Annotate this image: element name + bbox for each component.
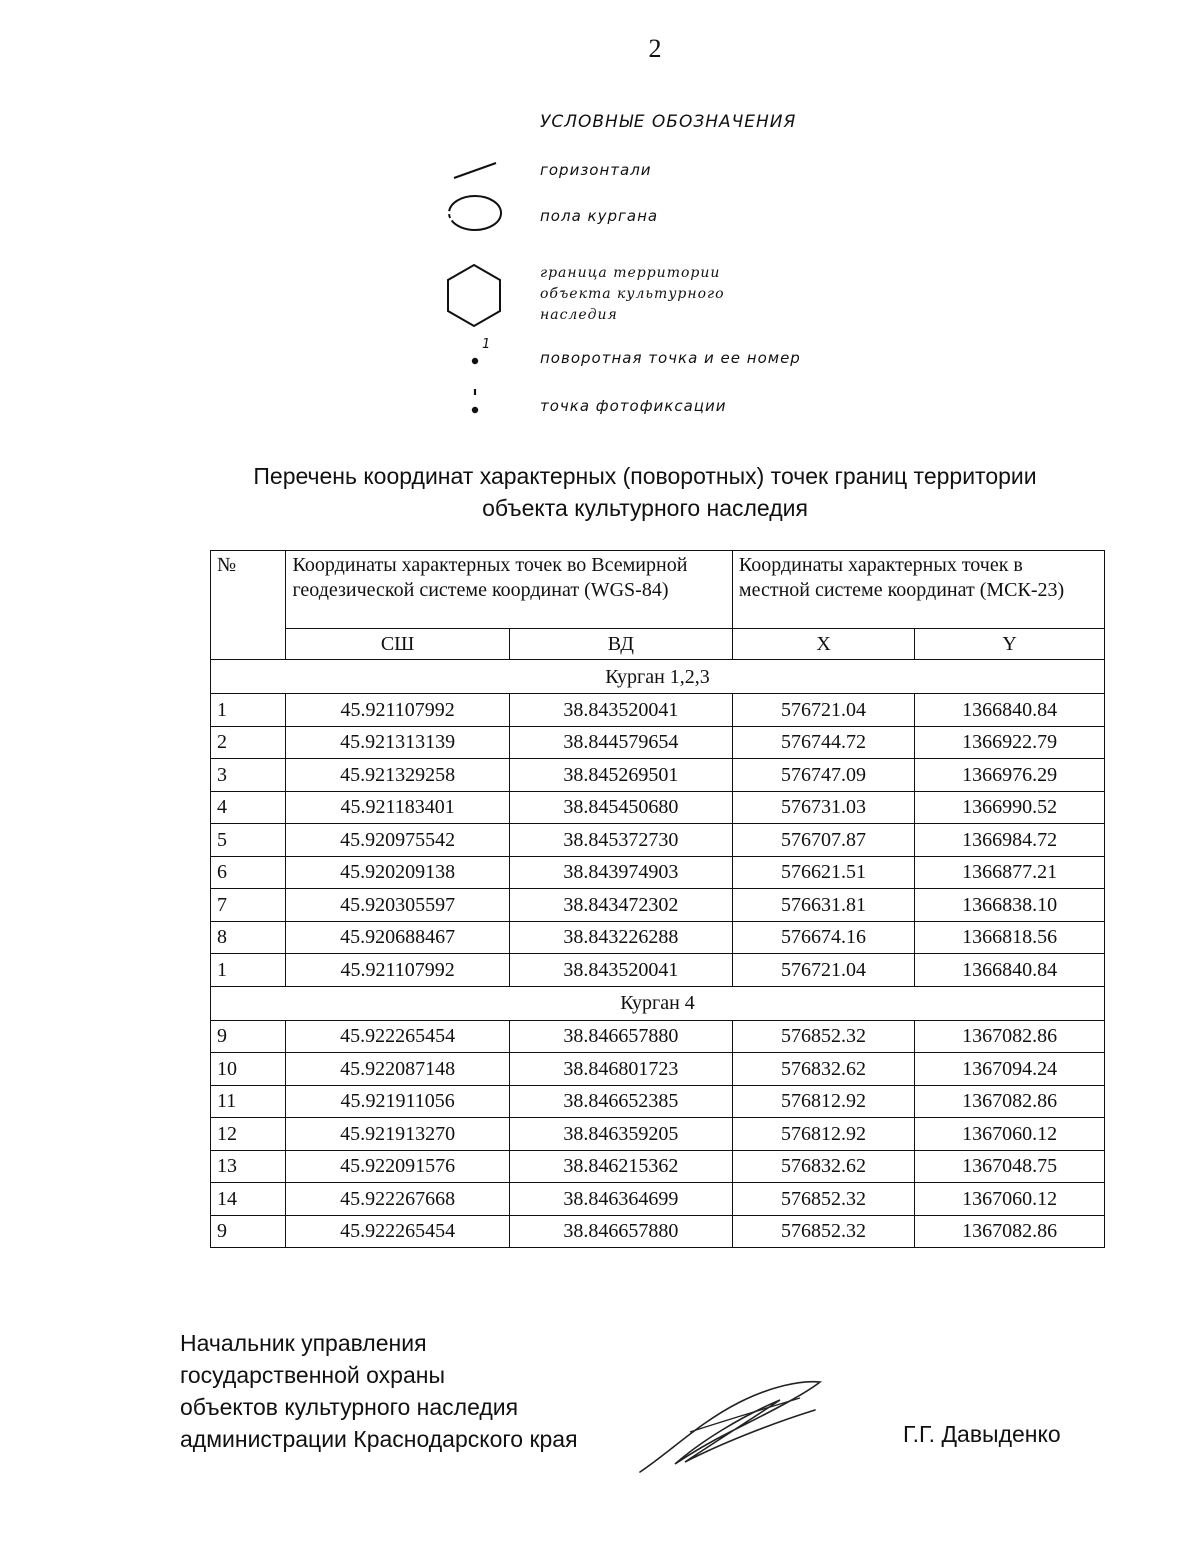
table-row xyxy=(211,1215,1105,1248)
y-cell: 1367082.86 xyxy=(915,1020,1105,1053)
longitude-cell: 38.843472302 xyxy=(509,889,732,922)
longitude-cell: 38.845269501 xyxy=(509,759,732,792)
latitude-cell: 45.921107992 xyxy=(286,694,509,727)
latitude-cell: 45.921911056 xyxy=(286,1085,509,1118)
point-number: 3 xyxy=(211,759,286,792)
heading-line: Перечень координат характерных (поворотных) точек границ территории xyxy=(253,463,1037,489)
x-cell: 576731.03 xyxy=(732,791,914,824)
coordinates-table xyxy=(210,550,1105,1248)
legend-label: пола кургана xyxy=(540,207,659,225)
table-row xyxy=(211,1053,1105,1086)
latitude-cell: 45.921313139 xyxy=(286,726,509,759)
mound-edge-icon xyxy=(440,194,510,264)
heading-line: объекта культурного наследия xyxy=(482,495,808,521)
latitude-cell: 45.922265454 xyxy=(286,1215,509,1248)
longitude-cell: 38.846364699 xyxy=(509,1183,732,1216)
latitude-cell: 45.920209138 xyxy=(286,856,509,889)
table-row xyxy=(211,791,1105,824)
y-cell: 1366877.21 xyxy=(915,856,1105,889)
longitude-cell: 38.845372730 xyxy=(509,824,732,857)
longitude-cell: 38.843520041 xyxy=(509,694,732,727)
table-row xyxy=(211,1020,1105,1053)
x-cell: 576852.32 xyxy=(732,1215,914,1248)
point-number: 4 xyxy=(211,791,286,824)
y-cell: 1366922.79 xyxy=(915,726,1105,759)
table-row xyxy=(211,856,1105,889)
point-number: 9 xyxy=(211,1215,286,1248)
latitude-cell: 45.920688467 xyxy=(286,921,509,954)
longitude-cell: 38.843226288 xyxy=(509,921,732,954)
longitude-cell: 38.846801723 xyxy=(509,1053,732,1086)
table-row xyxy=(211,954,1105,987)
latitude-cell: 45.920975542 xyxy=(286,824,509,857)
handwritten-signature xyxy=(630,1372,830,1482)
photo-point-icon xyxy=(440,386,510,456)
legend-label xyxy=(540,263,725,326)
signature-block xyxy=(180,1327,578,1455)
table-row xyxy=(211,1118,1105,1151)
latitude-cell: 45.921107992 xyxy=(286,954,509,987)
latitude-cell: 45.922265454 xyxy=(286,1020,509,1053)
signer-position-line: объектов культурного наследия xyxy=(180,1394,519,1420)
longitude-cell: 38.846215362 xyxy=(509,1150,732,1183)
legend-label-line: объекта культурного xyxy=(540,286,725,302)
y-cell: 1367060.12 xyxy=(915,1183,1105,1216)
longitude-cell: 38.846657880 xyxy=(509,1020,732,1053)
table-row xyxy=(211,921,1105,954)
latitude-cell: 45.922267668 xyxy=(286,1183,509,1216)
signer-position-line: государственной охраны xyxy=(180,1362,445,1388)
boundary-hexagon-icon xyxy=(440,263,510,333)
x-cell: 576812.92 xyxy=(732,1118,914,1151)
x-cell: 576812.92 xyxy=(732,1085,914,1118)
longitude-cell: 38.844579654 xyxy=(509,726,732,759)
table-body xyxy=(211,660,1105,1248)
y-cell: 1367082.86 xyxy=(915,1085,1105,1118)
table-row xyxy=(211,824,1105,857)
table-row xyxy=(211,726,1105,759)
legend-label: поворотная точка и ее номер xyxy=(540,349,801,367)
table-subheader-row xyxy=(211,629,1105,660)
signer-position-line: Начальник управления xyxy=(180,1330,427,1356)
y-cell: 1367048.75 xyxy=(915,1150,1105,1183)
point-number: 2 xyxy=(211,726,286,759)
point-number: 8 xyxy=(211,921,286,954)
latitude-cell: 45.920305597 xyxy=(286,889,509,922)
point-number: 9 xyxy=(211,1020,286,1053)
point-number: 5 xyxy=(211,824,286,857)
turning-point-number: 1 xyxy=(482,337,491,352)
document-heading xyxy=(150,460,1140,524)
signer-name: Г.Г. Давыденко xyxy=(903,1421,1061,1447)
y-cell: 1367094.24 xyxy=(915,1053,1105,1086)
point-number: 10 xyxy=(211,1053,286,1086)
x-cell: 576832.62 xyxy=(732,1150,914,1183)
y-cell: 1366840.84 xyxy=(915,694,1105,727)
x-cell: 576674.16 xyxy=(732,921,914,954)
header-latitude: СШ xyxy=(286,629,509,660)
x-cell: 576631.81 xyxy=(732,889,914,922)
y-cell: 1367060.12 xyxy=(915,1118,1105,1151)
table-row xyxy=(211,1085,1105,1118)
y-cell: 1366838.10 xyxy=(915,889,1105,922)
point-number: 12 xyxy=(211,1118,286,1151)
x-cell: 576852.32 xyxy=(732,1020,914,1053)
latitude-cell: 45.922087148 xyxy=(286,1053,509,1086)
latitude-cell: 45.922091576 xyxy=(286,1150,509,1183)
point-number: 14 xyxy=(211,1183,286,1216)
legend-label-line: граница территории xyxy=(540,265,721,281)
x-cell: 576832.62 xyxy=(732,1053,914,1086)
x-cell: 576744.72 xyxy=(732,726,914,759)
longitude-cell: 38.843520041 xyxy=(509,954,732,987)
y-cell: 1366818.56 xyxy=(915,921,1105,954)
legend-label: горизонтали xyxy=(540,161,652,179)
header-x: X xyxy=(732,629,914,660)
legend-label-line: наследия xyxy=(540,307,618,323)
x-cell: 576707.87 xyxy=(732,824,914,857)
page-number: 2 xyxy=(648,34,662,63)
y-cell: 1366990.52 xyxy=(915,791,1105,824)
longitude-cell: 38.846657880 xyxy=(509,1215,732,1248)
table-header-row xyxy=(211,551,1105,629)
x-cell: 576852.32 xyxy=(732,1183,914,1216)
point-number: 13 xyxy=(211,1150,286,1183)
point-number: 11 xyxy=(211,1085,286,1118)
group-row xyxy=(211,986,1105,1020)
header-wgs84: Координаты характерных точек во Всемирной геодезической системе координат (WGS-84) xyxy=(286,551,732,629)
header-msk23: Координаты характерных точек в местной системе координат (МСК-23) xyxy=(732,551,1104,629)
point-number: 1 xyxy=(211,694,286,727)
table-row xyxy=(211,694,1105,727)
table-row xyxy=(211,1183,1105,1216)
header-number: № xyxy=(211,551,286,660)
x-cell: 576747.09 xyxy=(732,759,914,792)
x-cell: 576721.04 xyxy=(732,954,914,987)
group-title: Курган 1,2,3 xyxy=(211,660,1105,694)
header-y: Y xyxy=(915,629,1105,660)
latitude-cell: 45.921913270 xyxy=(286,1118,509,1151)
y-cell: 1366984.72 xyxy=(915,824,1105,857)
longitude-cell: 38.843974903 xyxy=(509,856,732,889)
x-cell: 576721.04 xyxy=(732,694,914,727)
y-cell: 1366976.29 xyxy=(915,759,1105,792)
legend-label: точка фотофиксации xyxy=(540,397,727,415)
y-cell: 1367082.86 xyxy=(915,1215,1105,1248)
point-number: 6 xyxy=(211,856,286,889)
table-row xyxy=(211,759,1105,792)
legend-title: УСЛОВНЫЕ ОБОЗНАЧЕНИЯ xyxy=(540,112,797,132)
signer-position-line: администрации Краснодарского края xyxy=(180,1426,578,1452)
latitude-cell: 45.921183401 xyxy=(286,791,509,824)
group-title: Курган 4 xyxy=(211,986,1105,1020)
point-number: 7 xyxy=(211,889,286,922)
latitude-cell: 45.921329258 xyxy=(286,759,509,792)
longitude-cell: 38.846652385 xyxy=(509,1085,732,1118)
longitude-cell: 38.846359205 xyxy=(509,1118,732,1151)
group-row xyxy=(211,660,1105,694)
table-row xyxy=(211,889,1105,922)
point-number: 1 xyxy=(211,954,286,987)
x-cell: 576621.51 xyxy=(732,856,914,889)
header-longitude: ВД xyxy=(509,629,732,660)
table-row xyxy=(211,1150,1105,1183)
y-cell: 1366840.84 xyxy=(915,954,1105,987)
longitude-cell: 38.845450680 xyxy=(509,791,732,824)
